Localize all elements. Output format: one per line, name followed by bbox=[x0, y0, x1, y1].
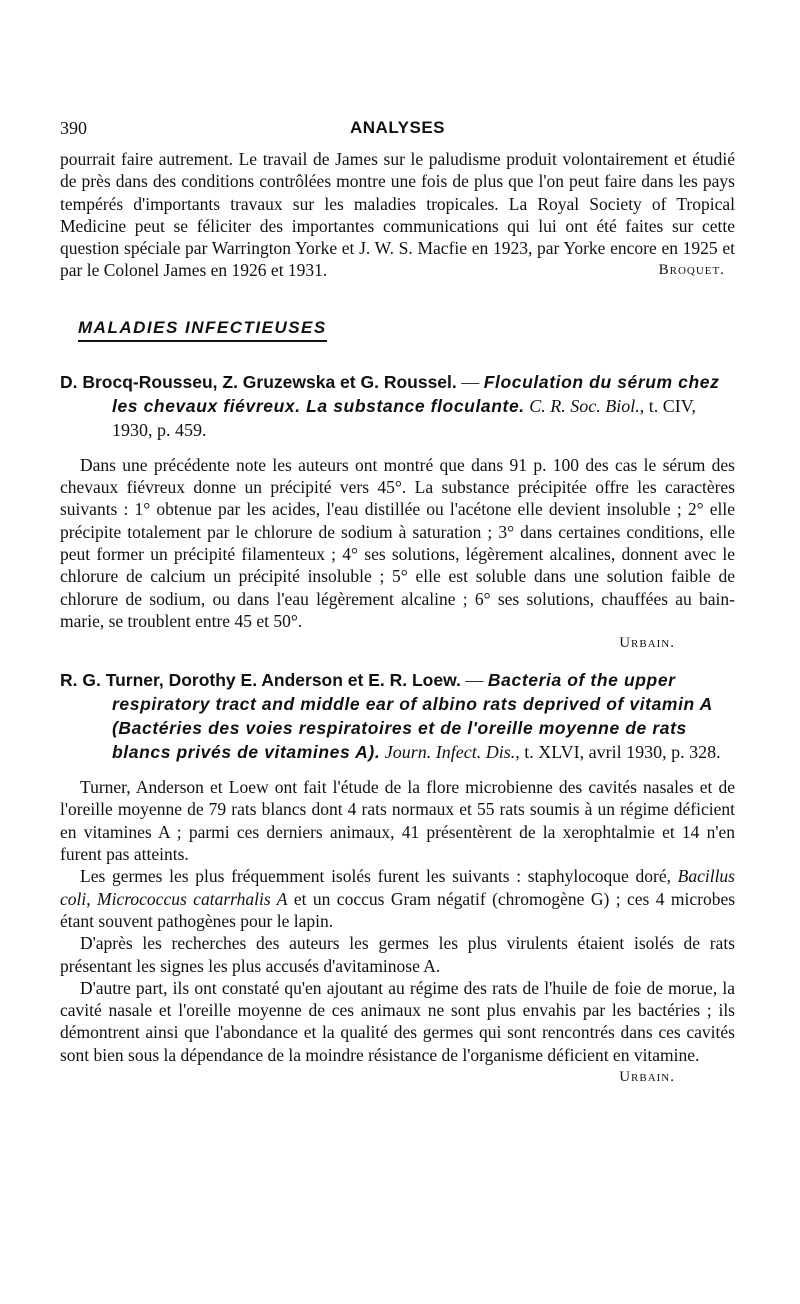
intro-signature: Broquet. bbox=[658, 262, 725, 279]
article1-title: Floculation du sérum chez les chevaux fiévreux. La substance floculante. bbox=[112, 371, 720, 416]
article2-p2-species-1: Bacillus coli bbox=[60, 866, 735, 909]
article2-journal: Journ. Infect. Dis. bbox=[384, 742, 516, 763]
article2-p2-species-2: Micrococcus catarrhalis A bbox=[97, 888, 288, 909]
article2-paragraph-1: Turner, Anderson et Loew ont fait l'étude de la flore microbienne des cavités nasales et de l'oreille moyenne de 79 rats blancs dont 4 rats normaux et 55 rats soumis à un régime déficient en vitamines A ; parmi ces derniers animaux, 41 présentèrent de la xerophtalmie et 14 n'en furent pas atteints. bbox=[60, 777, 735, 865]
intro-text: pourrait faire autrement. Le travail de James sur le paludisme produit volontairement et étudié de près dans des conditions contrôlées montre une fois de plus que l'on peut faire dans les pays tempérés d'importants travaux sur les maladies tropicales. La Royal Society of Tropical Medicine peut se féliciter des importantes communications qui lui ont été faites sur cette question spéciale par Warrington Yorke et J. W. S. Macfie en 1923, par Yorke encore en 1925 et par le Colonel James en 1926 et 1931. bbox=[60, 149, 735, 281]
article2-citation: , t. XLVI, avril 1930, p. 328. bbox=[515, 742, 721, 763]
running-head: ANALYSES bbox=[349, 118, 445, 137]
page-number: 390 bbox=[60, 118, 87, 138]
article2-paragraph-4: D'autre part, ils ont constaté qu'en ajoutant au régime des rats de l'huile de foie de morue, la cavité nasale et l'oreille moyenne de ces animaux ne sont plus envahis par les bactéries ; ils démontrent ainsi que l'abondance et la qualité des germes qui sont rencontrés dans ces cavités sont bien sous la dépendance de la moindre résistance de l'organisme déficient en vitamine. bbox=[60, 977, 735, 1065]
article2-authors: R. G. Turner, Dorothy E. Anderson et E. R. Loew. bbox=[60, 670, 461, 691]
article2-reference bbox=[60, 668, 735, 764]
article2-p2-text-c: et un coccus Gram négatif (chromogène G) ; ces 4 microbes étant souvent pathogènes pour le lapin. bbox=[60, 888, 736, 931]
article1-authors: D. Brocq-Rousseu, Z. Gruzewska et G. Roussel. bbox=[60, 371, 457, 392]
article1-citation: , t. CIV, 1930, p. 459. bbox=[112, 395, 696, 440]
section-heading: MALADIES INFECTIEUSES bbox=[78, 318, 327, 342]
page-header bbox=[60, 118, 735, 148]
article2-p2-text-b: , bbox=[86, 888, 98, 909]
intro-paragraph bbox=[60, 148, 735, 282]
article2-title: Bacteria of the upper respiratory tract and middle ear of albino rats deprived of vitamin A (Bactéries des voies respiratoires et de l'oreille moyenne de rats blancs privés de vitamines A). bbox=[112, 670, 713, 763]
page bbox=[60, 118, 735, 1088]
article2-signature: Urbain. bbox=[619, 1069, 675, 1086]
article1-reference bbox=[60, 370, 735, 442]
article2-paragraph-3: D'après les recherches des auteurs les germes les plus virulents étaient isolés de rats présentant les signes les plus accusés d'avitaminose A. bbox=[60, 933, 735, 976]
article1-body: Dans une précédente note les auteurs ont montré que dans 91 p. 100 des cas le sérum des chevaux fiévreux donne un précipité vers 45°. La substance précipitée offre les caractères suivants : 1° obtenue par les acides, l'eau distillée ou l'acétone elle devient insoluble ; 2° elle précipite totalement par le chlorure de sodium à saturation ; 3° dans certaines conditions, elle peut former un précipité filamenteux ; 4° ses solutions, légèrement alcalines, donnent avec le chlorure de calcium un précipité insoluble ; 5° elle est soluble dans une solution faible de chlorure de sodium, ou dans l'eau légèrement alcaline ; 6° ses solutions, chauffées au bain-marie, se troublent entre 45 et 50°. bbox=[60, 454, 735, 631]
article2-p2-text-a: Les germes les plus fréquemment isolés furent les suivants : staphylocoque doré, bbox=[80, 866, 678, 887]
article2-paragraph-2 bbox=[60, 865, 735, 932]
article1-journal: C. R. Soc. Biol. bbox=[529, 395, 640, 416]
article1-signature: Urbain. bbox=[619, 635, 675, 652]
article1-dash: — bbox=[456, 371, 484, 392]
article2-dash: — bbox=[460, 670, 488, 691]
